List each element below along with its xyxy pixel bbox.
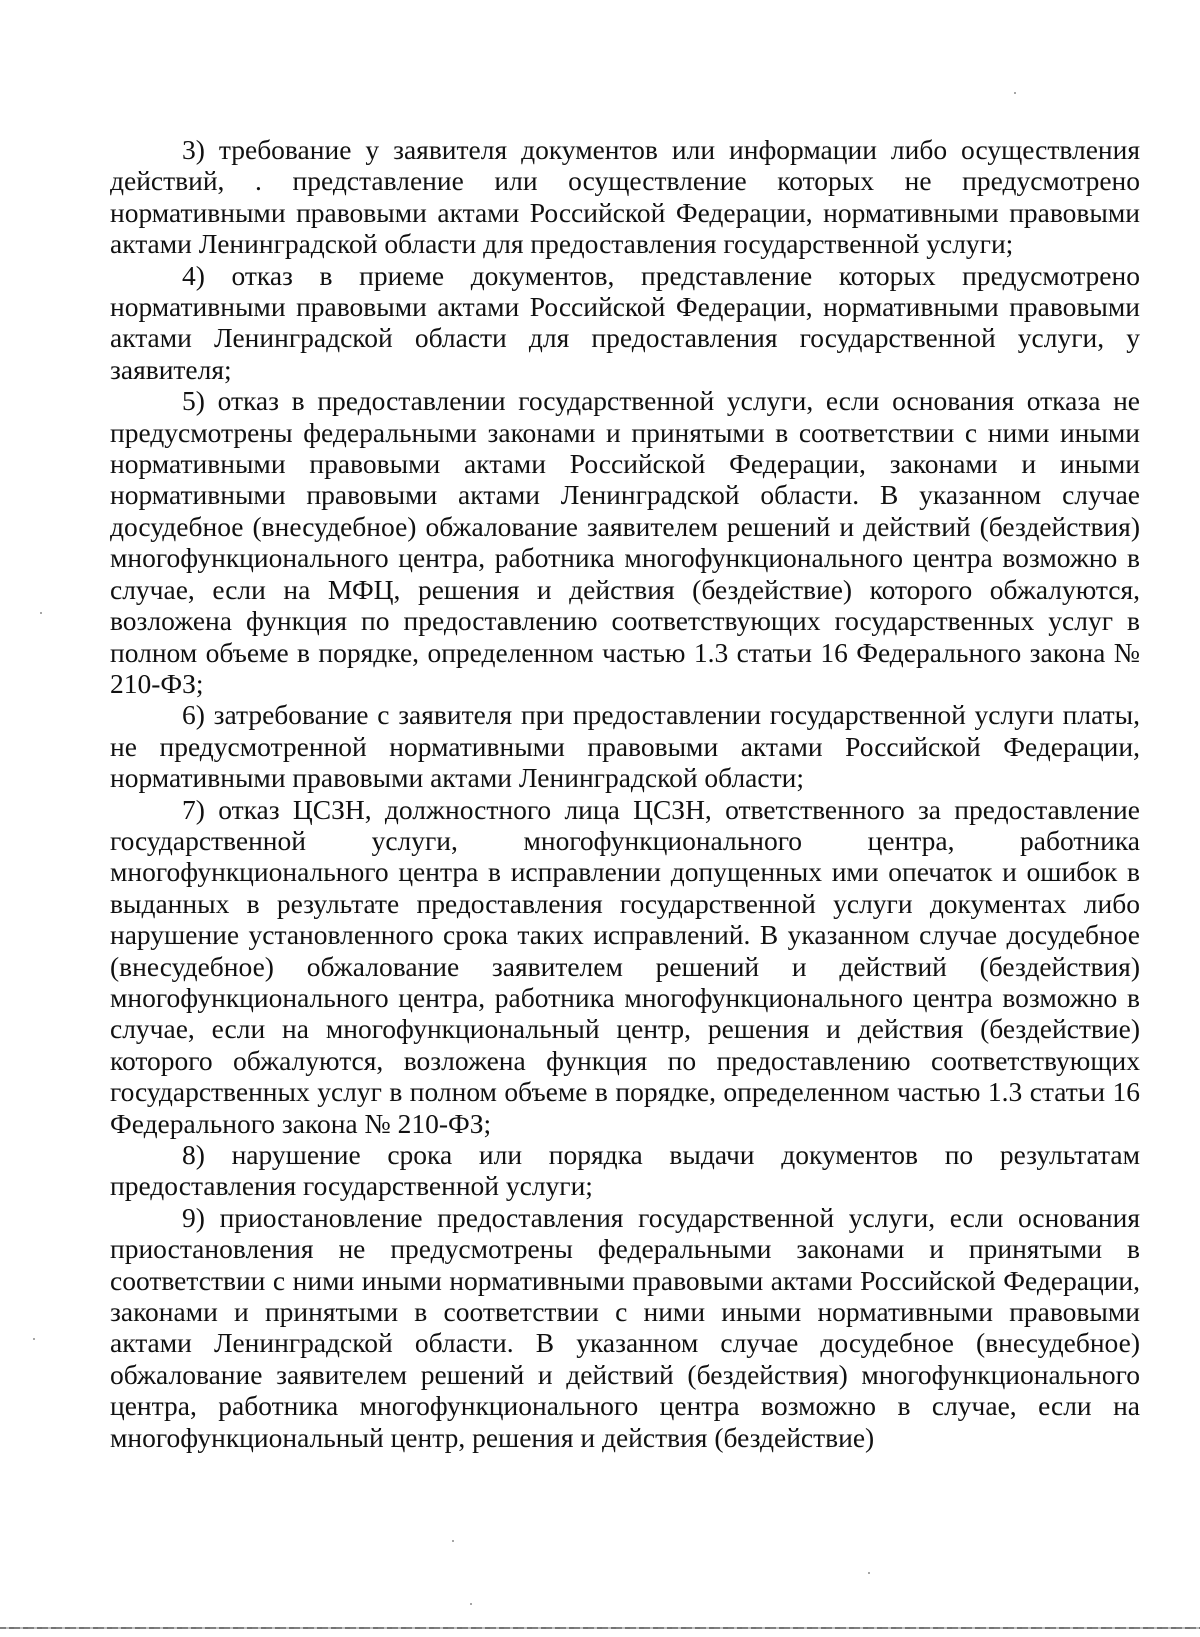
scan-speck xyxy=(868,1572,870,1574)
paragraph-item-6: 6) затребование с заявителя при предоставлении государственной услуги платы, не предусмотренной нормативными правовыми актами Российской Федерации, нормативными правовыми актами Ленинградской области; xyxy=(110,699,1140,794)
paragraph-item-9: 9) приостановление предоставления государственной услуги, если основания приостановления не предусмотрены федеральными законами и принятыми в соответствии с ними иными нормативными правовыми актами Российской Федерации, законами и принятыми в соответствии с ними иными нормативными правовыми актами Ленинградской области. В указанном случае досудебное (внесудебное) обжалование заявителем решений и действий (бездействия) многофункционального центра, работника многофункционального центра возможно в случае, если на многофункциональный центр, решения и действия (бездействие) xyxy=(110,1201,1140,1453)
scan-edge-line xyxy=(0,1627,1200,1629)
scan-speck xyxy=(1014,92,1016,94)
scan-speck xyxy=(470,1603,472,1605)
paragraph-item-3: 3) требование у заявителя документов или информации либо осуществления действий, . представление или осуществление которых не предусмотрено нормативными правовыми актами Российской Федерации, нормативными правовыми актами Ленинградской области для предоставления государственной услуги; xyxy=(110,134,1140,260)
scan-speck xyxy=(40,612,42,614)
scan-speck xyxy=(452,1540,454,1542)
paragraph-item-7: 7) отказ ЦСЗН, должностного лица ЦСЗН, ответственного за предоставление государственной услуги, многофункционального центра, работника многофункционального центра в исправлении допущенных ими опечаток и ошибок в выданных в результате предоставления государственной услуги документах либо нарушение установленного срока таких исправлений. В указанном случае досудебное (внесудебное) обжалование заявителем решений и действий (бездействия) многофункционального центра, работника многофункционального центра возможно в случае, если на многофункциональный центр, решения и действия (бездействие) которого обжалуются, возложена функция по предоставлению соответствующих государственных услуг в полном объеме в порядке, определенном частью 1.3 статьи 16 Федерального закона № 210-ФЗ; xyxy=(110,793,1140,1139)
paragraph-item-8: 8) нарушение срока или порядка выдачи документов по результатам предоставления государственной услуги; xyxy=(110,1139,1140,1202)
paragraph-item-4: 4) отказ в приеме документов, представление которых предусмотрено нормативными правовыми актами Российской Федерации, нормативными правовыми актами Ленинградской области для предоставления государственной услуги, у заявителя; xyxy=(110,259,1140,385)
document-body xyxy=(110,134,1140,1453)
paragraph-item-5: 5) отказ в предоставлении государственной услуги, если основания отказа не предусмотрены федеральными законами и принятыми в соответствии с ними иными нормативными правовыми актами Российской Федерации, законами и иными нормативными правовыми актами Ленинградской области. В указанном случае досудебное (внесудебное) обжалование заявителем решений и действий (бездействия) многофункционального центра, работника многофункционального центра возможно в случае, если на МФЦ, решения и действия (бездействие) которого обжалуются, возложена функция по предоставлению соответствующих государственных услуг в полном объеме в порядке, определенном частью 1.3 статьи 16 Федерального закона № 210-ФЗ; xyxy=(110,385,1140,699)
scan-speck xyxy=(33,1338,35,1340)
